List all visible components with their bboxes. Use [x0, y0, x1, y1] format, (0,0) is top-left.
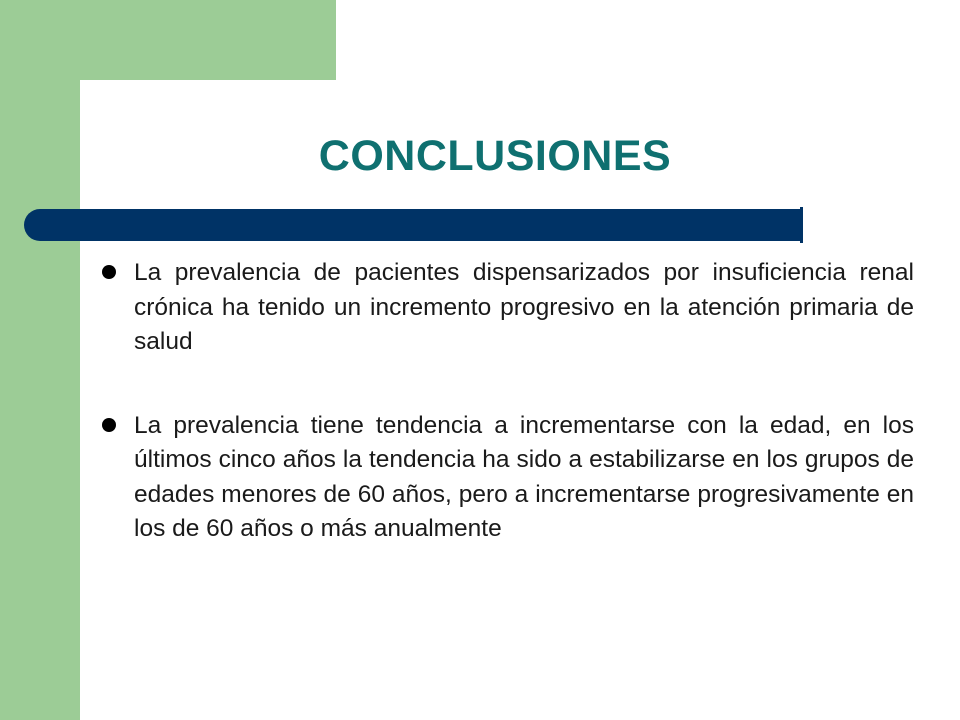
bullet-item [102, 256, 922, 360]
title-underline-bar [24, 209, 801, 241]
title-underline-bar-end [800, 207, 803, 243]
bullet-dot-icon [102, 418, 116, 432]
bullet-text: La prevalencia tiene tendencia a incrementarse con la edad, en los últimos cinco años la tendencia ha sido a estabilizarse en los grupos de edades menores de 60 años, pero a incrementarse progresivamente en los de 60 años o más anualmente [134, 411, 914, 542]
decorative-green-header [0, 0, 336, 80]
bullet-text: La prevalencia de pacientes dispensarizados por insuficiencia renal crónica ha tenido un incremento progresivo en la atención primaria de salud [134, 259, 914, 355]
bullet-item [102, 409, 922, 547]
decorative-rounded-corner [80, 80, 160, 160]
bullet-list [102, 256, 922, 596]
bullet-dot-icon [102, 265, 116, 279]
decorative-green-sidebar [0, 0, 80, 720]
slide-title: CONCLUSIONES [318, 132, 672, 180]
